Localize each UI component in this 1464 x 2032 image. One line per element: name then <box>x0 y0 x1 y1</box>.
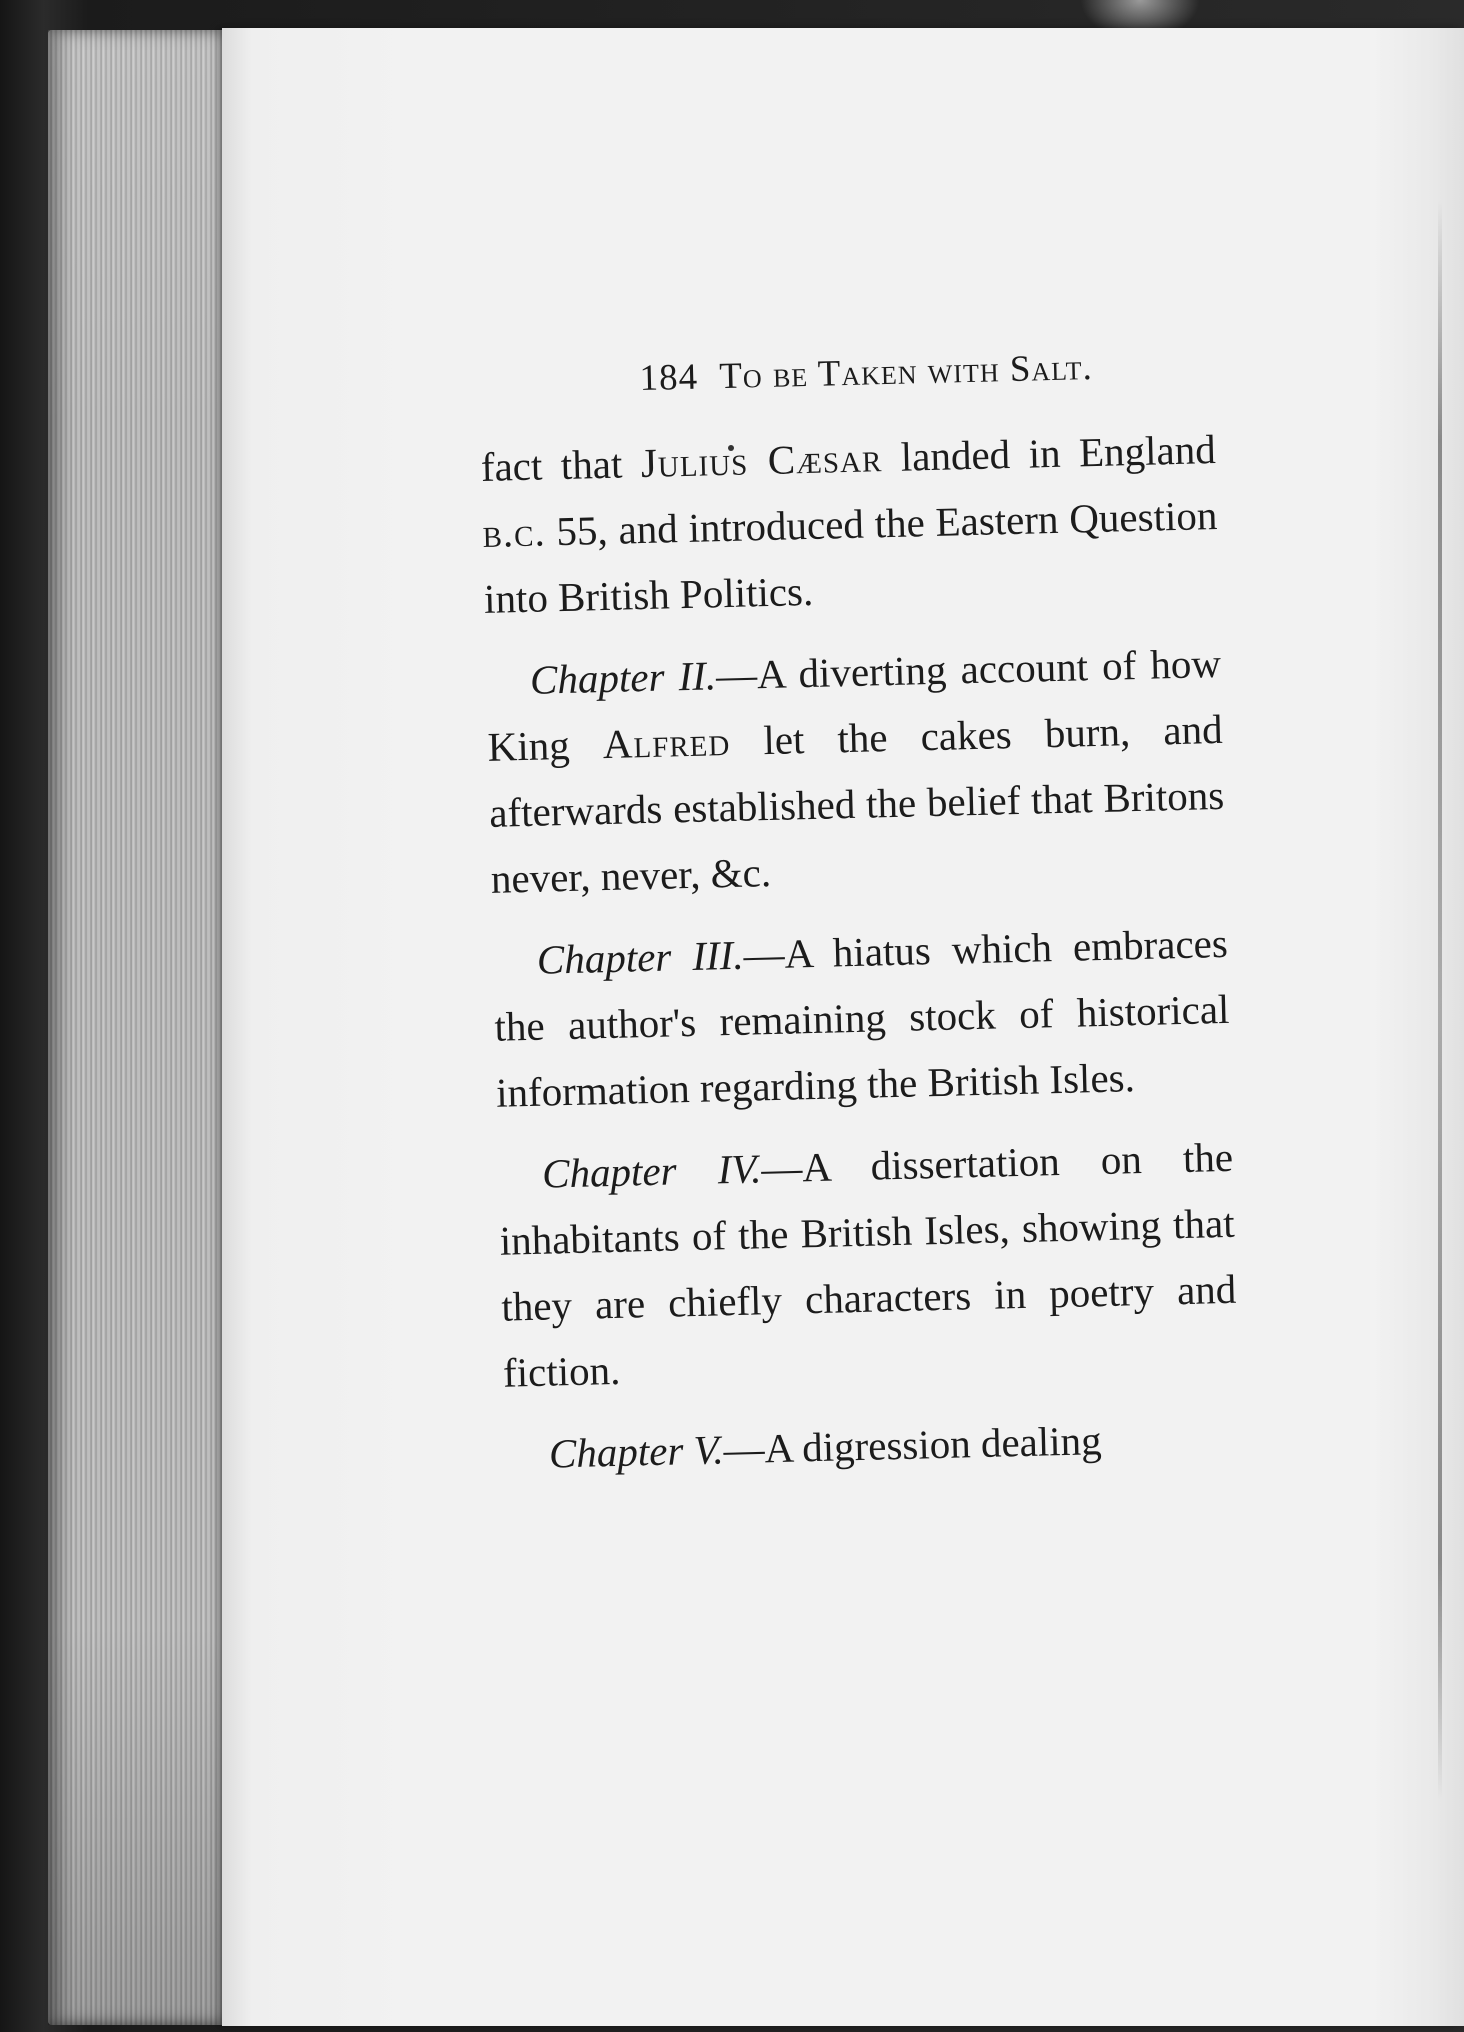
binding-thread <box>1438 200 1442 1800</box>
text-run: —A diverting account of how King <box>487 639 1222 770</box>
text-run: —A dissertation on the inhabitants of the British Isles, showing that they are chiefly characters in poetry and fiction. <box>499 1133 1237 1396</box>
paragraph <box>504 1404 1240 1488</box>
chapter-label: Chapter II. <box>529 652 717 703</box>
text-run: —A hiatus which embraces the author's remaining stock of historical information regarding the British Isles. <box>493 919 1230 1116</box>
paragraph <box>480 416 1220 632</box>
page-number: 184 <box>639 356 699 400</box>
text-run: landed in England <box>881 426 1217 481</box>
paragraph <box>485 630 1226 912</box>
paragraph <box>492 910 1232 1126</box>
running-title: To be Taken with Salt. <box>718 346 1094 398</box>
chapter-label: Chapter V. <box>548 1426 725 1477</box>
text-run: 55, and introduced the Eastern Question into British Politics. <box>483 491 1218 622</box>
era-abbrev: b.c. <box>481 508 547 556</box>
chapter-label: Chapter III. <box>536 931 745 983</box>
page-edges <box>48 30 238 2025</box>
name-alfred: Alfred <box>602 717 731 768</box>
page-text <box>478 332 1241 1504</box>
name-julius-caesar: Julius Cæsar <box>640 434 883 487</box>
paragraph <box>497 1124 1238 1406</box>
text-run: —A digression dealing <box>723 1417 1103 1473</box>
text-run: let the cakes burn, and afterwards established the belief that Britons never, never, &c. <box>488 705 1225 902</box>
chapter-label: Chapter IV. <box>541 1145 762 1197</box>
text-run: fact that <box>480 440 642 490</box>
